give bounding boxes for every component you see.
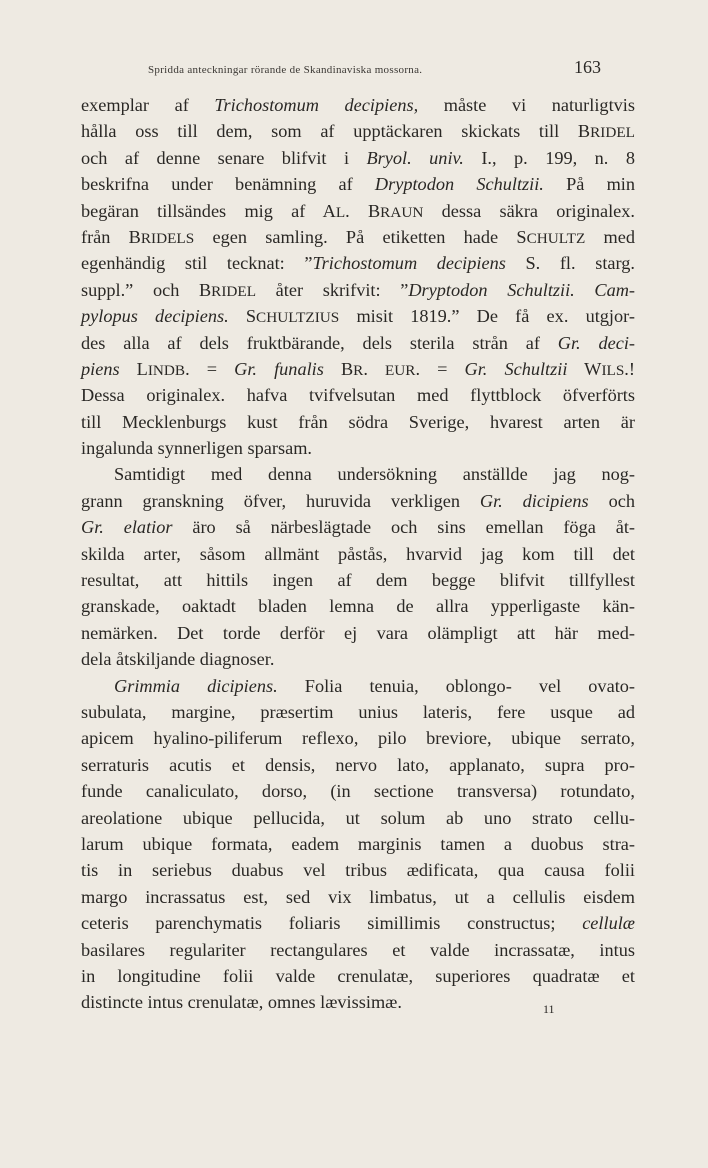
text-line: larum ubique formata, eadem marginis tamen a duobus stra- bbox=[81, 833, 635, 854]
text-line: des alla af dels fruktbärande, dels sterila strån af Gr. deci- bbox=[81, 332, 635, 353]
text-line: skilda arter, såsom allmänt påstås, hvarvid jag kom till det bbox=[81, 543, 635, 564]
text-line-paragraph-start: Samtidigt med denna undersökning anställde jag nog- bbox=[114, 464, 635, 485]
body-text bbox=[81, 92, 635, 1016]
text-line-paragraph-end: distincte intus crenulatæ, omnes lævissimæ. bbox=[81, 992, 402, 1013]
text-line: margo incrassatus est, sed vix limbatus, ut a cellulis eisdem bbox=[81, 886, 635, 907]
signature-mark: 11 bbox=[543, 1002, 555, 1016]
text-line: egenhändig stil tecknat: ”Trichostomum decipiens S. fl. starg. bbox=[81, 253, 635, 274]
text-line: nemärken. Det torde derför ej vara olämpligt att här med- bbox=[81, 622, 635, 643]
text-line: och af denne senare blifvit i Bryol. univ. I., p. 199, n. 8 bbox=[81, 147, 635, 168]
text-line: funde canaliculato, dorso, (in sectione transversa) rotundato, bbox=[81, 781, 635, 802]
text-line: piens LINDB. = Gr. funalis BR. EUR. = Gr. Schultzii WILS.! bbox=[81, 358, 635, 379]
text-line: exemplar af Trichostomum decipiens, måste vi naturligtvis bbox=[81, 95, 635, 115]
text-line: ceteris parenchymatis foliaris simillimis constructus; cellulæ bbox=[81, 913, 635, 934]
text-line: granskade, oaktadt bladen lemna de allra ypperligaste kän- bbox=[81, 596, 635, 617]
text-line: hålla oss till dem, som af upptäckaren skickats till BRIDEL bbox=[81, 121, 635, 142]
text-line: areolatione ubique pellucida, ut solum ab uno strato cellu- bbox=[81, 807, 635, 828]
text-line-paragraph-start: Grimmia dicipiens. Folia tenuia, oblongo- vel ovato- bbox=[114, 675, 635, 696]
text-line-paragraph-end: dela åtskiljande diagnoser. bbox=[81, 649, 275, 670]
text-line: in longitudine folii valde crenulatæ, superiores quadratæ et bbox=[81, 965, 635, 986]
text-line: basilares regulariter rectangulares et valde incrassatæ, intus bbox=[81, 939, 635, 960]
text-line: suppl.” och BRIDEL åter skrifvit: ”Dryptodon Schultzii. Cam- bbox=[81, 279, 636, 300]
text-line: till Mecklenburgs kust från södra Sverige, hvarest arten är bbox=[81, 411, 635, 432]
text-line: apicem hyalino-piliferum reflexo, pilo breviore, ubique serrato, bbox=[81, 728, 635, 749]
text-line: från BRIDELS egen samling. På etiketten hade SCHULTZ med bbox=[81, 226, 635, 247]
page-number: 163 bbox=[574, 57, 601, 77]
text-line: resultat, att hittils ingen af dem begge blifvit tillfyllest bbox=[81, 570, 635, 591]
text-line: pylopus decipiens. SCHULTZIUS misit 1819.” De få ex. utgjor- bbox=[81, 306, 635, 327]
text-line: serraturis acutis et densis, nervo lato, applanato, supra pro- bbox=[81, 754, 635, 775]
text-line: beskrifna under benämning af Dryptodon Schultzii. På min bbox=[81, 174, 636, 195]
text-line: grann granskning öfver, huruvida verkligen Gr. dicipiens och bbox=[81, 490, 635, 511]
text-line: begäran tillsändes mig af AL. BRAUN dessa säkra originalex. bbox=[81, 200, 635, 221]
text-line: Gr. elatior äro så närbeslägtade och sins emellan föga åt- bbox=[81, 517, 635, 538]
text-line-paragraph-end: ingalunda synnerligen sparsam. bbox=[81, 438, 312, 459]
text-line: subulata, margine, præsertim unius lateris, fere usque ad bbox=[81, 701, 635, 722]
text-line: tis in seriebus duabus vel tribus ædificata, qua causa folii bbox=[81, 860, 635, 881]
text-line: Dessa originalex. hafva tvifvelsutan med flyttblock öfverförts bbox=[81, 385, 635, 406]
running-head: Spridda anteckningar rörande de Skandinaviska mossorna. bbox=[148, 64, 423, 76]
